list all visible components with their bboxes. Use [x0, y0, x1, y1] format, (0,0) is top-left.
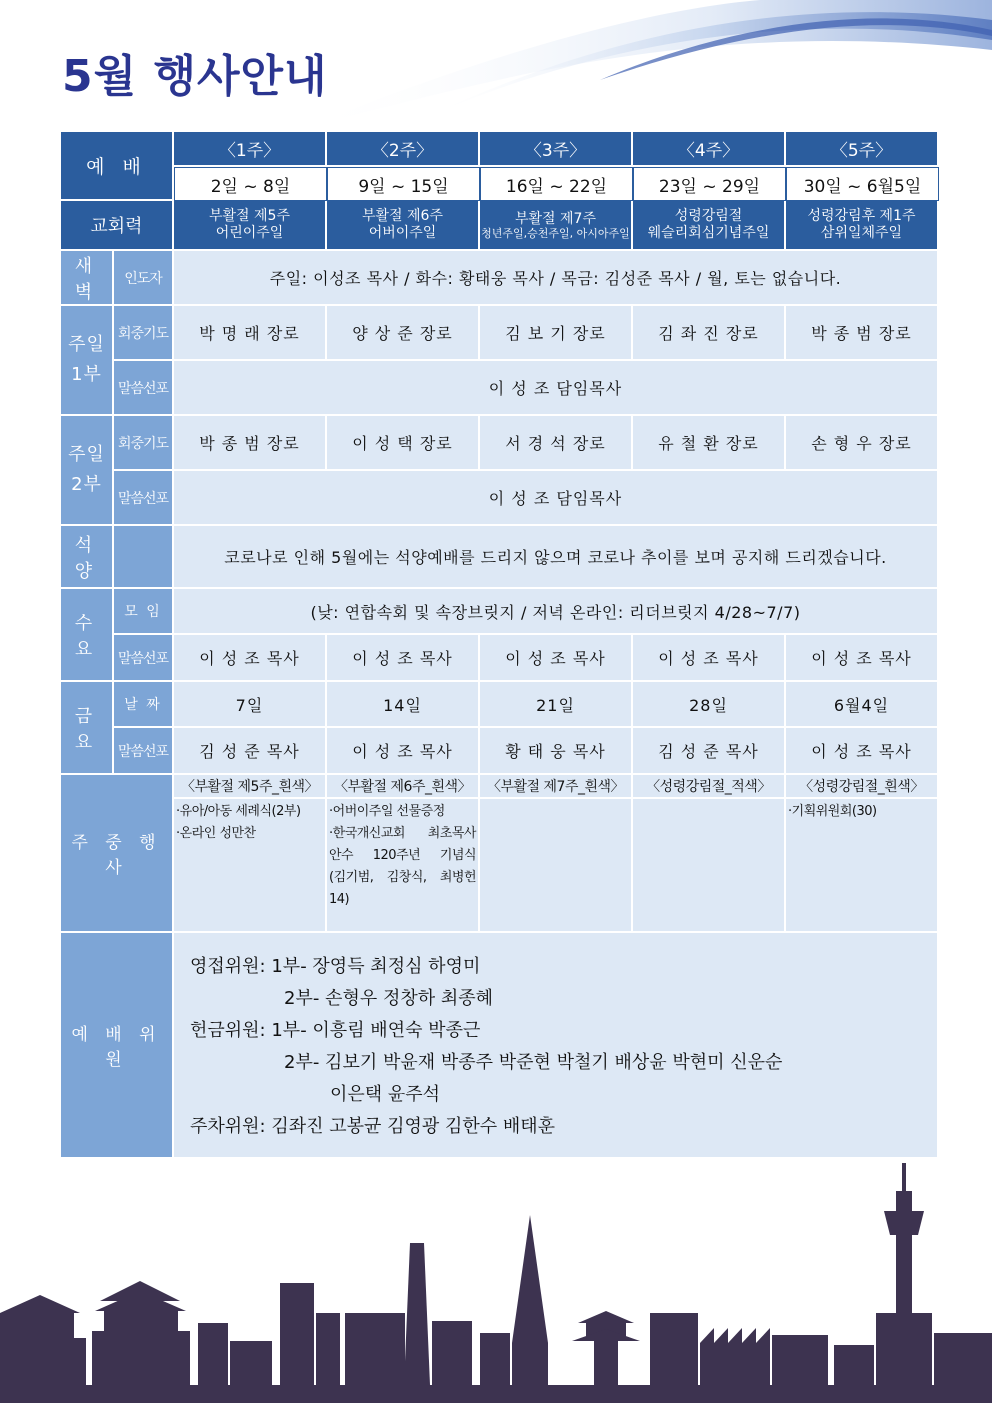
events-head-2: 〈부활절 제6주_흰색〉	[327, 775, 480, 799]
sunday-1-prayer-sub: 회중기도	[114, 306, 174, 361]
events-week-4	[633, 799, 786, 933]
sunday-1-prayer-4: 김 좌 진 장로	[633, 306, 786, 361]
events-head-4: 〈성령강림절_적색〉	[633, 775, 786, 799]
dawn-label: 새 벽	[61, 251, 114, 306]
week-4: 〈4주〉	[633, 132, 786, 167]
friday-sermon-2: 이 성 조 목사	[327, 728, 480, 775]
wednesday-label: 수 요	[61, 589, 114, 682]
worship-label: 예 배	[61, 132, 174, 201]
sunday-2-sermon: 이 성 조 담임목사	[174, 471, 939, 526]
evening-label: 석 양	[61, 526, 114, 589]
week-2: 〈2주〉	[327, 132, 480, 167]
sunday-1-prayer-1: 박 명 래 장로	[174, 306, 327, 361]
week-2-dates: 9일 ~ 15일	[327, 167, 480, 201]
calendar-week-2: 부활절 제6주 어버이주일	[327, 201, 480, 251]
sunday-1-prayer-5: 박 종 범 장로	[786, 306, 939, 361]
wednesday-sermon-sub: 말씀선포	[114, 635, 174, 682]
dawn-leaders: 주일: 이성조 목사 / 화수: 황태웅 목사 / 목금: 김성준 목사 / 월, 토는 없습니다.	[174, 251, 939, 306]
sunday-2-prayer-4: 유 철 환 장로	[633, 416, 786, 471]
wednesday-sermon-2: 이 성 조 목사	[327, 635, 480, 682]
friday-sermon-1: 김 성 준 목사	[174, 728, 327, 775]
friday-sermon-4: 김 성 준 목사	[633, 728, 786, 775]
events-week-2: ·어버이주일 선물증정 ·한국개신교회 최초목사 안수 120주년 기념식 (김기범, 김창식, 최병헌 14)	[327, 799, 480, 933]
wednesday-sermon-5: 이 성 조 목사	[786, 635, 939, 682]
evening-sub	[114, 526, 174, 589]
events-head-3: 〈부활절 제7주_흰색〉	[480, 775, 633, 799]
calendar-week-1: 부활절 제5주 어린이주일	[174, 201, 327, 251]
city-skyline-illustration	[0, 1163, 992, 1403]
friday-date-2: 14일	[327, 682, 480, 728]
week-5-dates: 30일 ~ 6월5일	[786, 167, 939, 201]
wednesday-sermon-3: 이 성 조 목사	[480, 635, 633, 682]
sunday-1-sermon-sub: 말씀선포	[114, 361, 174, 416]
friday-date-1: 7일	[174, 682, 327, 728]
sunday-2-prayer-5: 손 형 우 장로	[786, 416, 939, 471]
events-week-3	[480, 799, 633, 933]
events-label: 주 중 행 사	[61, 775, 174, 933]
wednesday-meet-sub: 모 임	[114, 589, 174, 635]
week-1: 〈1주〉	[174, 132, 327, 167]
week-4-dates: 23일 ~ 29일	[633, 167, 786, 201]
calendar-week-4: 성령강림절 웨슬리회심기념주일	[633, 201, 786, 251]
wednesday-sermon-4: 이 성 조 목사	[633, 635, 786, 682]
friday-sermon-sub: 말씀선포	[114, 728, 174, 775]
events-head-1: 〈부활절 제5주_흰색〉	[174, 775, 327, 799]
sunday-2-label: 주일 2부	[61, 416, 114, 526]
week-3-dates: 16일 ~ 22일	[480, 167, 633, 201]
evening-notice: 코로나로 인해 5월에는 석양예배를 드리지 않으며 코로나 추이를 보며 공지해 드리겠습니다.	[174, 526, 939, 589]
page-title: 5월 행사안내	[62, 51, 328, 102]
workers-label: 예 배 위 원	[61, 933, 174, 1159]
wednesday-sermon-1: 이 성 조 목사	[174, 635, 327, 682]
friday-sermon-3: 황 태 웅 목사	[480, 728, 633, 775]
friday-sermon-5: 이 성 조 목사	[786, 728, 939, 775]
sunday-2-prayer-3: 서 경 석 장로	[480, 416, 633, 471]
sunday-1-prayer-2: 양 상 준 장로	[327, 306, 480, 361]
events-week-1: ·유아/아동 세례식(2부) ·온라인 성만찬	[174, 799, 327, 933]
sunday-2-prayer-1: 박 종 범 장로	[174, 416, 327, 471]
friday-date-sub: 날 짜	[114, 682, 174, 728]
friday-date-3: 21일	[480, 682, 633, 728]
calendar-week-3: 부활절 제7주 청년주일,승천주일, 아시아주일	[480, 201, 633, 251]
workers-list: 영접위원: 1부- 장영득 최정심 하영미 2부- 손형우 정창하 최종혜 헌금위원: 1부- 이흥림 배연숙 박종근 2부- 김보기 박윤재 박종주 박준현 박철기 배상윤 박현미 신운순 이은택 윤주석 주차위원: 김좌진 고봉균 김영광 김한수 배태훈	[174, 933, 939, 1159]
sunday-1-prayer-3: 김 보 기 장로	[480, 306, 633, 361]
friday-label: 금 요	[61, 682, 114, 775]
calendar-label: 교회력	[61, 201, 174, 251]
week-5: 〈5주〉	[786, 132, 939, 167]
sunday-2-prayer-sub: 회중기도	[114, 416, 174, 471]
calendar-week-5: 성령강림후 제1주 삼위일체주일	[786, 201, 939, 251]
events-week-5: ·기획위원회(30)	[786, 799, 939, 933]
week-1-dates: 2일 ~ 8일	[174, 167, 327, 201]
schedule-table	[61, 132, 939, 1159]
week-3: 〈3주〉	[480, 132, 633, 167]
friday-date-4: 28일	[633, 682, 786, 728]
events-head-5: 〈성령강림절_흰색〉	[786, 775, 939, 799]
sunday-1-label: 주일 1부	[61, 306, 114, 416]
sunday-2-prayer-2: 이 성 택 장로	[327, 416, 480, 471]
friday-date-5: 6월4일	[786, 682, 939, 728]
dawn-sub-label: 인도자	[114, 251, 174, 306]
wednesday-meeting: (낮: 연합속회 및 속장브릿지 / 저녁 온라인: 리더브릿지 4/28~7/7)	[174, 589, 939, 635]
sunday-1-sermon: 이 성 조 담임목사	[174, 361, 939, 416]
sunday-2-sermon-sub: 말씀선포	[114, 471, 174, 526]
